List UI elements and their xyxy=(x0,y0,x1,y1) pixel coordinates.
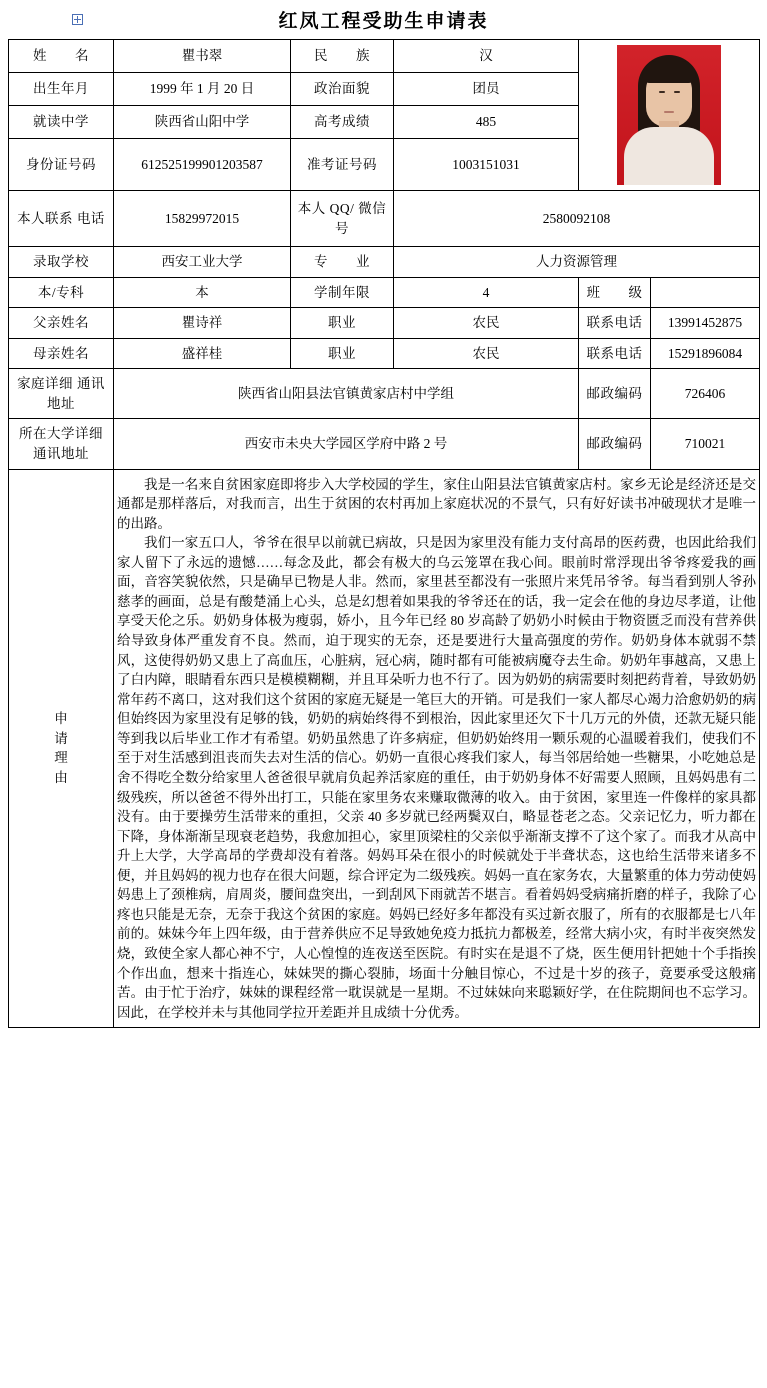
value-political-status: 团员 xyxy=(394,73,579,106)
table-row-degree xyxy=(9,277,760,308)
label-father-name: 父亲姓名 xyxy=(9,308,114,339)
value-mother-occupation: 农民 xyxy=(394,338,579,369)
page-title: 红凤工程受助生申请表 xyxy=(278,11,489,32)
page-corner-marker xyxy=(72,14,83,25)
label-exam-score: 高考成绩 xyxy=(291,106,394,139)
label-home-address-line2: 通讯地址 xyxy=(47,376,105,411)
label-qq-wechat-line2: 微信号 xyxy=(335,200,387,236)
label-father-phone: 联系电话 xyxy=(579,308,651,339)
photo-fringe xyxy=(642,61,696,83)
value-exam-score: 485 xyxy=(394,106,579,139)
value-father-phone: 13991452875 xyxy=(651,308,760,339)
label-admitted-university: 录取学校 xyxy=(9,247,114,278)
value-application-reason xyxy=(114,469,760,1028)
label-qq-wechat-line1: 本人 QQ/ xyxy=(297,200,355,216)
photo-mouth xyxy=(664,111,674,113)
label-mother-occupation: 职业 xyxy=(291,338,394,369)
photo-clothing xyxy=(624,127,714,185)
value-major: 人力资源管理 xyxy=(394,247,760,278)
applicant-photo xyxy=(617,45,721,185)
label-university-address-line2: 通讯地址 xyxy=(33,445,89,461)
value-id-number: 612525199901203587 xyxy=(114,139,291,191)
value-university-address: 西安市未央大学园区学府中路 2 号 xyxy=(114,419,579,469)
label-application-reason-char-4: 由 xyxy=(54,769,68,785)
value-personal-phone: 15829972015 xyxy=(114,191,291,247)
value-study-duration: 4 xyxy=(394,277,579,308)
label-father-occupation: 职业 xyxy=(291,308,394,339)
label-mother-phone: 联系电话 xyxy=(579,338,651,369)
label-university-address-line1: 所在大学详细 xyxy=(19,426,103,442)
value-admitted-university: 西安工业大学 xyxy=(114,247,291,278)
table-row-contact xyxy=(9,191,760,247)
label-university-zip: 邮政编码 xyxy=(579,419,651,469)
table-row-mother xyxy=(9,338,760,369)
table-row-university xyxy=(9,247,760,278)
label-name: 姓 名 xyxy=(9,40,114,73)
label-degree-type: 本/专科 xyxy=(9,277,114,308)
value-degree-type: 本 xyxy=(114,277,291,308)
value-university-zip: 710021 xyxy=(651,419,760,469)
label-exam-number: 准考证号码 xyxy=(291,139,394,191)
photo-eye-right xyxy=(674,91,680,93)
label-personal-phone-line1: 本人联系 xyxy=(17,210,74,226)
label-university-address xyxy=(9,419,114,469)
value-qq-wechat: 2580092108 xyxy=(394,191,760,247)
value-father-occupation: 农民 xyxy=(394,308,579,339)
value-ethnicity: 汉 xyxy=(394,40,579,73)
photo-eye-left xyxy=(659,91,665,93)
label-qq-wechat xyxy=(291,191,394,247)
table-row-name xyxy=(9,40,760,73)
table-row-home-address xyxy=(9,369,760,419)
value-father-name: 瞿诗祥 xyxy=(114,308,291,339)
applicant-form-table xyxy=(8,39,760,1028)
label-political-status: 政治面貌 xyxy=(291,73,394,106)
label-personal-phone-line2: 电话 xyxy=(76,210,105,226)
label-class: 班 级 xyxy=(579,277,651,308)
label-application-reason-char-2: 请 xyxy=(54,730,68,746)
value-exam-number: 1003151031 xyxy=(394,139,579,191)
table-row-university-address xyxy=(9,419,760,469)
label-application-reason-char-3: 理 xyxy=(54,750,68,766)
label-application-reason-char-1: 申 xyxy=(54,711,68,727)
reason-paragraph-1: 我是一名来自贫困家庭即将步入大学校园的学生，家住山阳县法官镇黄家店村。家乡无论是经济还是交通都是那样落后，对我而言，出生于贫困的农村再加上家庭状况的不景气，只有好好读书冲破现状才是唯一的出路。 xyxy=(117,476,756,531)
value-class xyxy=(651,277,760,308)
label-study-duration: 学制年限 xyxy=(291,277,394,308)
table-row-application-reason xyxy=(9,469,760,1028)
label-id-number: 身份证号码 xyxy=(9,139,114,191)
value-mother-phone: 15291896084 xyxy=(651,338,760,369)
label-home-address xyxy=(9,369,114,419)
label-birth-date: 出生年月 xyxy=(9,73,114,106)
label-personal-phone xyxy=(9,191,114,247)
label-application-reason xyxy=(9,469,114,1028)
label-ethnicity: 民 族 xyxy=(291,40,394,73)
value-name: 瞿书翠 xyxy=(114,40,291,73)
value-birth-date: 1999 年 1 月 20 日 xyxy=(114,73,291,106)
value-mother-name: 盛祥桂 xyxy=(114,338,291,369)
label-major: 专 业 xyxy=(291,247,394,278)
value-high-school: 陕西省山阳中学 xyxy=(114,106,291,139)
label-mother-name: 母亲姓名 xyxy=(9,338,114,369)
label-home-address-line1: 家庭详细 xyxy=(17,376,74,392)
reason-paragraph-2: 我们一家五口人，爷爷在很早以前就已病故，只是因为家里没有能力支付高昂的医药费，也因此给我们家人留下了永远的遗憾……每念及此，都会有极大的乌云笼罩在我心间。眼前时常浮现出爷爷疼爱我的画面，音容笑貌依然，只是确早已物是人非。然而，家里甚至都没有一张照片来凭吊爷爷。每当看到别人爷孙慈孝的画面，总是有酸楚涌上心头，总是幻想着如果我的爷爷还在的话，我一定会在他的身边尽孝道，让他享受天伦之乐。奶奶身体极为瘦弱，娇小，且今年已经 80 岁高龄了奶奶小时候由于物资匮乏而没有营养供给导致身体严重发育不良。然而，迫于现实的无奈，还是要进行大量高强度的劳作。奶奶身体本就弱不禁风，这使得奶奶又患上了高血压，心脏病，冠心病，随时都有可能被病魔夺去生命。奶奶年事越高，又患上了白内障，眼睛看东西只是模模糊糊，并且耳朵听力也不行了。因为奶奶的病需要时刻把药背着，导致奶奶常年药不离口，这对我们这个贫困的家庭无疑是一笔巨大的开销。可是我们一家人都尽心竭力洽愈奶奶的病但始终因为家里没有足够的钱，奶奶的病始终得不到根治，因此家里还欠下十几万元的外债，还款无疑只能等到我以后毕业工作才有希望。奶奶虽然患了许多病症，但奶奶始终用一颗乐观的心温暖着我们，使我们不至于对生活感到沮丧而失去对生活的信心。奶奶一直很心疼我们家人，每当邻居给她一些糖果，小吃她总是舍不得吃全数分给家里人爸爸很早就肩负起养活家庭的重任，由于奶奶身体不好需要人照顾，且妈妈患有二级残疾，所以爸爸不得外出打工，只能在家里务农来赚取微薄的收入。由于贫困，家里连一件像样的家具都没有。由于要操劳生活带来的重担，父亲 40 多岁就已经两鬓双白，略显苍老之态。父亲记忆力，听力都在下降，身体渐渐呈现衰老趋势，我愈加担心，家里顶梁柱的父亲似乎渐渐支撑不了这个家了。而我才从高中升上大学，大学高昂的学费却没有着落。妈妈耳朵在很小的时候就处于半聋状态，这也给生活带来诸多不便，并且妈妈的视力也存在很大问题，综合评定为二级残疾。妈妈一直在家务农，大量繁重的体力劳动使妈妈患上了颈椎病，肩周炎，腰间盘突出，一到刮风下雨就苦不堪言。看着妈妈受病痛折磨的样子，我除了心疼也只能是无奈，无奈于我这个贫困的家庭。妈妈已经好多年都没有买过新衣服了，所有的衣服都是七八年前的。妹妹今年上四年级，由于营养供应不足导致她免疫力抵抗力都极差，经常大病小灾，有时半夜突然发烧，致使全家人都心神不宁，人心惶惶的连夜送至医院。有时实在是退不了烧，医生便用针把她十个手指挨个作出血，想来十指连心，妹妹哭的撕心裂肺，场面十分触目惊心，不过是十岁的孩子，竟要承受这般痛苦。由于忙于治疗，妹妹的课程经常一耽误就是一星期。不过妹妹向来聪颖好学，在住院期间也不忘学习。因此，在学校并未与其他同学拉开差距并且成绩十分优秀。 xyxy=(117,535,756,1020)
table-row-father xyxy=(9,308,760,339)
applicant-photo-cell xyxy=(579,40,760,191)
value-home-address: 陕西省山阳县法官镇黄家店村中学组 xyxy=(114,369,579,419)
label-high-school: 就读中学 xyxy=(9,106,114,139)
label-home-zip: 邮政编码 xyxy=(579,369,651,419)
value-home-zip: 726406 xyxy=(651,369,760,419)
